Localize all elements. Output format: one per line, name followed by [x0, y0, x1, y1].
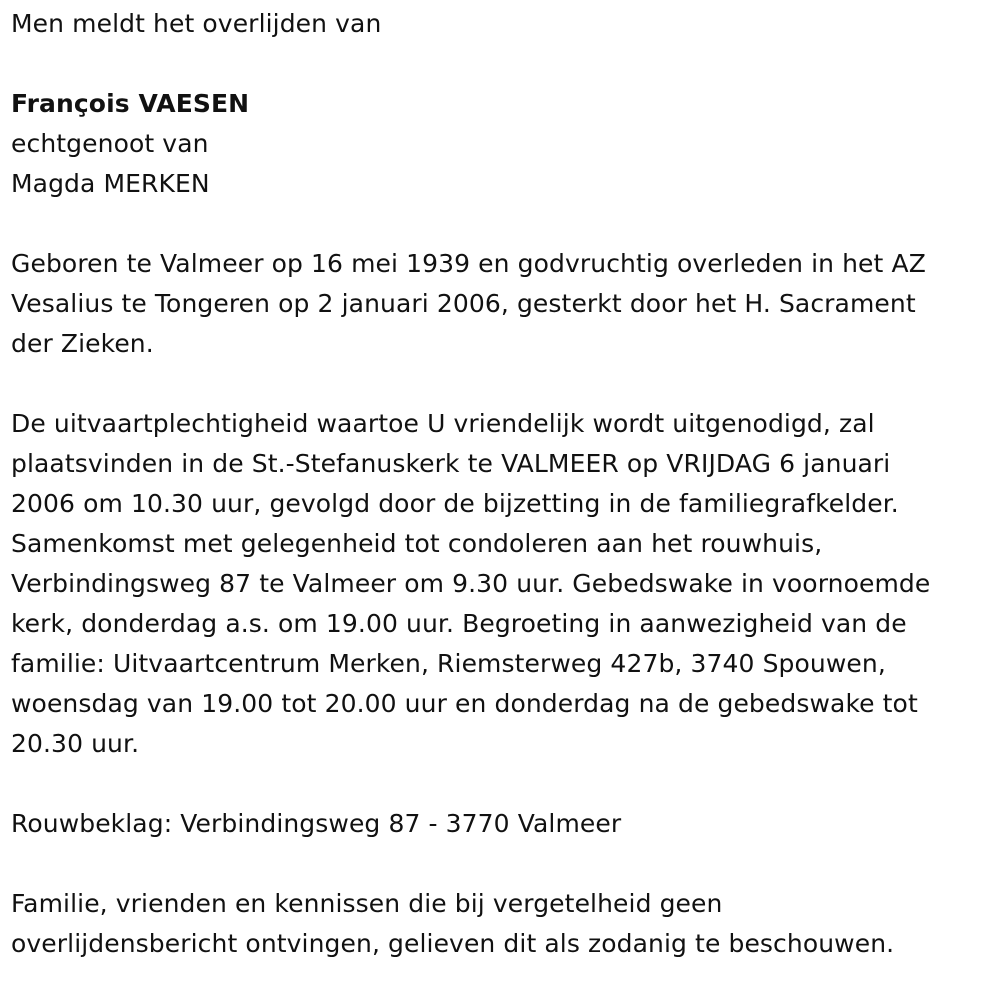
spouse-label: echtgenoot van [11, 129, 209, 158]
spacer [11, 764, 996, 804]
paragraph-line: Samenkomst met gelegenheid tot condoleren aan het rouwhuis, [11, 529, 823, 558]
paragraph-line: Geboren te Valmeer op 16 mei 1939 en godvruchtig overleden in het AZ [11, 249, 926, 278]
birth-paragraph [11, 244, 996, 364]
spacer [11, 844, 996, 884]
paragraph-line: overlijdensbericht ontvingen, gelieven dit als zodanig te beschouwen. [11, 929, 895, 958]
paragraph-line: Familie, vrienden en kennissen die bij vergetelheid geen [11, 889, 723, 918]
paragraph-line: Vesalius te Tongeren op 2 januari 2006, gesterkt door het H. Sacrament [11, 289, 916, 318]
closing-paragraph [11, 884, 996, 964]
spacer [11, 364, 996, 404]
intro-text: Men meldt het overlijden van [11, 9, 382, 38]
paragraph-line: kerk, donderdag a.s. om 19.00 uur. Begroeting in aanwezigheid van de [11, 609, 907, 638]
condolence-address: Rouwbeklag: Verbindingsweg 87 - 3770 Valmeer [11, 809, 622, 838]
paragraph-line: 2006 om 10.30 uur, gevolgd door de bijzetting in de familiegrafkelder. [11, 489, 899, 518]
paragraph-line: Verbindingsweg 87 te Valmeer om 9.30 uur. Gebedswake in voornoemde [11, 569, 931, 598]
paragraph-line: woensdag van 19.00 tot 20.00 uur en donderdag na de gebedswake tot [11, 689, 918, 718]
deceased-name: François VAESEN [11, 89, 250, 118]
spouse-name: Magda MERKEN [11, 169, 210, 198]
spacer [11, 44, 996, 84]
obituary-notice [11, 4, 996, 964]
paragraph-line: 20.30 uur. [11, 729, 140, 758]
paragraph-line: familie: Uitvaartcentrum Merken, Riemsterweg 427b, 3740 Spouwen, [11, 649, 886, 678]
funeral-paragraph [11, 404, 996, 764]
paragraph-line: De uitvaartplechtigheid waartoe U vriendelijk wordt uitgenodigd, zal [11, 409, 875, 438]
spacer [11, 204, 996, 244]
paragraph-line: plaatsvinden in de St.-Stefanuskerk te VALMEER op VRIJDAG 6 januari [11, 449, 891, 478]
paragraph-line: der Zieken. [11, 329, 154, 358]
